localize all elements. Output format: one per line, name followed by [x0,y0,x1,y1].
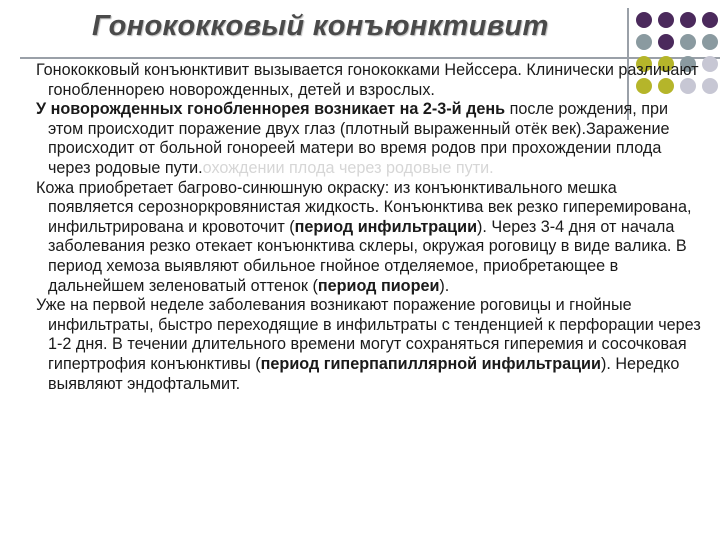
decorative-dot [658,12,674,28]
paragraph-3 [33,179,705,297]
paragraph-4 [33,296,705,394]
decorative-dot [702,34,718,50]
paragraph-4-text-a: Уже на первой неделе заболевания возникают поражение роговицы и гнойные инфильтраты, быстро переходящие в инфильтраты с тенденцией к перфорации через 1-2 дня. В течении длительного времени могут сохраняться гиперемия и сосочковая гипертрофия конъюнктивы ( [36,296,701,373]
paragraph-3-bold-pyorrhea: период пиореи [317,276,440,295]
paragraph-1-text: Гонококковый конъюнктивит вызывается гонококками Нейссера. Клинически различают гонобленнорею новорожденных, детей и взрослых. [36,61,699,99]
decorative-horizontal-line [20,57,720,59]
paragraph-2-bold: У новорожденных гонобленнорея возникает на 2-3-й день [36,100,506,119]
paragraph-4-bold: период гиперпапиллярной инфильтрации [260,354,601,373]
paragraph-2 [33,100,705,178]
paragraph-3-text-a: Кожа приобретает багрово-синюшную окраску: из конъюнктивального мешка появляется серозноркровянистая жидкость. Конъюнктива век резко гиперемирована, инфильтрирована и кровоточит ( [36,178,692,236]
decorative-dot [636,34,652,50]
decorative-dot [702,12,718,28]
decorative-dot [680,12,696,28]
paragraph-4-text-c: ). Нередко выявляют эндофтальмит. [48,354,680,393]
paragraph-2-text: после рождения, при этом происходит поражение двух глаз (плотный выраженный отёк век).Заражение происходит от больной гонореей матери во время родов при прохождении плода через родовые пути. [48,100,670,177]
decorative-dot [658,34,674,50]
paragraph-2-ghost-text: охождении плода через родовые пути. [202,158,494,177]
decorative-dot [680,34,696,50]
paragraph-3-text-c: ). Через 3-4 дня от начала заболевания резко отекает конъюнктива склеры, окружая роговицу в виде валика. В период хемоза выявляют обильное гнойное отделяемое, приобретающее в дальнейшем зеленоватый оттенок ( [48,217,687,295]
slide-title: Гонококковый конъюнктивит [92,10,549,42]
decorative-dot [636,12,652,28]
paragraph-3-bold-infiltration: период инфильтрации [294,217,478,236]
paragraph-1 [33,61,705,100]
paragraph-3-text-d: ). [439,276,450,295]
slide-body [33,61,705,394]
